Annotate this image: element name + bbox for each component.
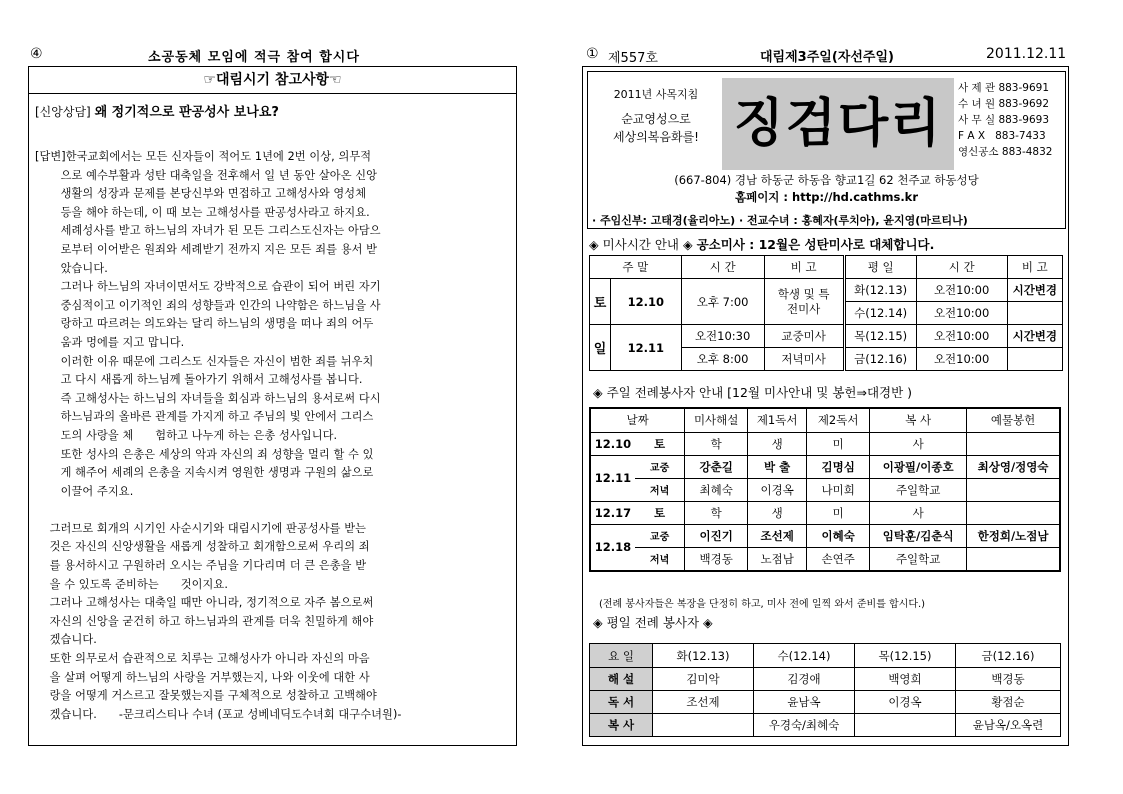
- server-cell: 주일학교: [870, 478, 967, 501]
- answer-line: 또한 성사의 은총은 세상의 악과 자신의 죄 성향을 멀리 할 수 있: [35, 447, 374, 461]
- server-date: 12.18: [590, 524, 635, 571]
- server-date: 12.17: [590, 501, 635, 524]
- server-cell: 강춘길: [685, 455, 748, 478]
- answer-line: 고 다시 새롭게 하느님께 돌아가기 위해서 고해성사를 봅니다.: [35, 373, 363, 387]
- answer-line: 랑을 어떻게 거스르고 잘못했는지를 구체적으로 성찰하고 고백해야: [35, 689, 377, 703]
- right-page-number: ①: [586, 46, 599, 62]
- weekday-cell: [855, 714, 956, 737]
- sun-time-1: 오전10:30: [681, 325, 764, 348]
- mass-section-title: [589, 235, 934, 253]
- issue-date: 2011.12.11: [986, 46, 1067, 62]
- pastoral-line-2: 세상의복음화를!: [613, 130, 699, 144]
- servers-header: 미사해설: [685, 408, 748, 432]
- sat-date: 12.10: [611, 279, 682, 325]
- weekday-header: 화(12.13): [653, 644, 754, 668]
- mass-schedule-table: [589, 255, 1063, 371]
- mass-header: 주 말: [590, 256, 682, 279]
- server-cell: 주일학교: [870, 547, 967, 571]
- weekday-cell: [653, 714, 754, 737]
- server-cell: 학: [685, 432, 748, 455]
- server-cell: 사: [870, 501, 967, 524]
- sun-note-2: 저녁미사: [764, 348, 844, 371]
- question-tag: [신앙상담]: [35, 105, 91, 119]
- weekday-cell: 이경옥: [855, 691, 956, 714]
- servers-note: (전례 봉사자들은 복장을 단정히 하고, 미사 전에 일찍 와서 준비를 합시다.): [599, 599, 926, 610]
- weekday-day: 수(12.14): [844, 302, 916, 325]
- mass-title: ◈ 미사시간 안내 ◈: [589, 237, 693, 252]
- mass-header: 평 일: [844, 256, 916, 279]
- server-cell: 이진기: [685, 524, 748, 547]
- contact-line: 사 제 관 883-9691: [958, 82, 1049, 94]
- answer-line: 게 해주어 세례의 은총을 지속시켜 영원한 생명과 구원의 삶으로: [35, 466, 374, 480]
- mass-type: 교중: [635, 455, 685, 478]
- answer-line: [답변]한국교회에서는 모든 신자들이 적어도 1년에 2번 이상, 의무적: [35, 150, 372, 163]
- server-cell: 박 출: [748, 455, 807, 478]
- server-cell: 손연주: [807, 547, 870, 571]
- servers-header: 제1독서: [748, 408, 807, 432]
- answer-line: 생활의 성장과 문제를 본당신부와 면접하고 고해성사와 영성체: [35, 187, 367, 201]
- logo-panel: [722, 78, 954, 170]
- mass-type: 저녁: [635, 547, 685, 571]
- weekday-cell: 백경동: [956, 668, 1061, 691]
- answer-line: 것은 자신의 신앙생활을 새롭게 성찰하고 회개함으로써 우리의 죄: [35, 540, 370, 554]
- servers-header: 복 사: [870, 408, 967, 432]
- sun-label: 일: [590, 325, 611, 371]
- answer-line: 즉 고해성사는 하느님의 자녀들을 회심과 하느님의 용서로써 다시: [35, 391, 381, 405]
- contact-line: 수 녀 원 883-9692: [958, 98, 1049, 110]
- sat-time: 오후 7:00: [681, 279, 764, 325]
- server-day: 토: [635, 501, 685, 524]
- server-cell: 사: [870, 432, 967, 455]
- sun-date: 12.11: [611, 325, 682, 371]
- weekday-section-title: ◈ 평일 전례 봉사자 ◈: [593, 615, 713, 630]
- sat-label: 토: [590, 279, 611, 325]
- server-cell: 나미희: [807, 478, 870, 501]
- answer-line: 을 수 있도록 준비하는 것이지요.: [35, 577, 228, 591]
- answer-line: 그러나 하느님의 자녀이면서도 강박적으로 습관이 되어 버린 자기: [35, 280, 381, 294]
- mass-header: 시 간: [681, 256, 764, 279]
- server-cell: 최상영/정영숙: [967, 455, 1060, 478]
- weekday-note: [1007, 348, 1062, 371]
- server-cell: 최혜숙: [685, 478, 748, 501]
- answer-line: 을 살펴 어떻게 하느님의 사랑을 거부했는지, 나와 이웃에 대한 사: [35, 670, 370, 684]
- sunday-servers-table: [589, 407, 1061, 572]
- weekday-role: 독 서: [590, 691, 653, 714]
- answer-line: 으로 예수부활과 성탄 대축일을 전후해서 일 년 동안 살아온 신앙: [35, 168, 378, 182]
- article-title: ☞대림시기 참고사항☜: [29, 67, 516, 94]
- answer-line: 중심적이고 이기적인 죄의 성향들과 인간의 나약함은 하느님을 사: [35, 298, 381, 312]
- server-cell: 김명심: [807, 455, 870, 478]
- issue-number: 제557호: [608, 51, 658, 66]
- server-cell: 미: [807, 501, 870, 524]
- weekday-role: 복 사: [590, 714, 653, 737]
- mass-header: 시 간: [916, 256, 1007, 279]
- server-cell: 생: [748, 501, 807, 524]
- mass-type: 저녁: [635, 478, 685, 501]
- left-page-number: ④: [30, 46, 43, 62]
- mass-header: 비 고: [764, 256, 844, 279]
- answer-line: 세례성사를 받고 하느님의 자녀가 된 모든 그리스도신자는 아담으: [35, 224, 381, 238]
- server-cell: 임탁훈/김춘식: [870, 524, 967, 547]
- weekday-cell: 윤남옥: [754, 691, 855, 714]
- contact-list: [958, 80, 1052, 160]
- question-line: [35, 101, 279, 120]
- mass-header: 비 고: [1007, 256, 1062, 279]
- answer-line: 이끌어 주지요.: [35, 484, 134, 498]
- answer-line: 를 용서하시고 구원하러 오시는 주님을 기다리며 더 큰 은총을 받: [35, 559, 367, 573]
- answer-line: 겠습니다. -문크리스티나 수녀 (포교 성베네딕도수녀회 대구수녀원)-: [35, 707, 402, 721]
- contact-line: 사 무 실 883-9693: [958, 114, 1049, 126]
- weekday-time: 오전10:00: [916, 279, 1007, 302]
- address-block: [588, 172, 1065, 206]
- server-cell: [967, 432, 1060, 455]
- sun-time-2: 오후 8:00: [681, 348, 764, 371]
- answer-line: 았습니다.: [35, 261, 108, 275]
- left-slogan: 소공동체 모임에 적극 참여 합시다: [148, 50, 360, 65]
- server-cell: 노점남: [748, 547, 807, 571]
- answer-line: 로부터 이어받은 원죄와 세례받기 전까지 지은 모든 죄를 용서 받: [35, 242, 378, 256]
- answer-line: 그러므로 회개의 시기인 사순시기와 대림시기에 판공성사를 받는: [35, 521, 367, 535]
- weekday-cell: 김경애: [754, 668, 855, 691]
- sun-note-1: 교중미사: [764, 325, 844, 348]
- answer-line: 움과 멍에를 지고 맙니다.: [35, 335, 185, 349]
- weekday-time: 오전10:00: [916, 302, 1007, 325]
- pastoral-year: 2011년 사목지침: [613, 88, 699, 101]
- masthead: [587, 71, 1066, 229]
- weekday-note: 시간변경: [1007, 279, 1062, 302]
- weekday-day: 목(12.15): [844, 325, 916, 348]
- weekday-cell: 윤남옥/오옥련: [956, 714, 1061, 737]
- mass-type: 교중: [635, 524, 685, 547]
- contact-line: 영신공소 883-4832: [958, 146, 1053, 158]
- server-cell: 생: [748, 432, 807, 455]
- address: (667-804) 경남 하동군 하동읍 향교1길 62 천주교 하동성당: [674, 173, 979, 187]
- bulletin-box: [582, 66, 1069, 746]
- weekday-day: 금(12.16): [844, 348, 916, 371]
- server-cell: [967, 547, 1060, 571]
- weekday-cell: 황점순: [956, 691, 1061, 714]
- weekday-time: 오전10:00: [916, 325, 1007, 348]
- server-date: 12.10: [590, 432, 635, 455]
- answer-line: 또한 의무로서 습관적으로 치루는 고해성사가 아니라 자신의 마음: [35, 652, 370, 666]
- answer-line: 랑하고 따르려는 의도와는 달리 하느님의 생명을 떠나 죄의 어두: [35, 317, 374, 331]
- sat-note: 학생 및 특전미사: [764, 279, 844, 325]
- answer-line: 그러나 고해성사는 대축일 때만 아니라, 정기적으로 자주 봄으로써: [35, 596, 374, 610]
- server-cell: 이경옥: [748, 478, 807, 501]
- servers-header: 날짜: [590, 408, 685, 432]
- weekday-cell: 조선제: [653, 691, 754, 714]
- homepage: 홈페이지 : http://hd.cathms.kr: [734, 190, 919, 204]
- weekday-cell: 백영희: [855, 668, 956, 691]
- server-cell: [967, 478, 1060, 501]
- bulletin-logo: 징검다리: [733, 93, 943, 154]
- answer-line: 겠습니다.: [35, 633, 97, 647]
- server-cell: 이광필/이종호: [870, 455, 967, 478]
- weekday-header: 금(12.16): [956, 644, 1061, 668]
- server-cell: 이혜숙: [807, 524, 870, 547]
- service-section-title: ◈ 주일 전례봉사자 안내 [12월 미사안내 및 봉헌⇒대경반 ): [593, 385, 913, 400]
- weekday-role: 해 설: [590, 668, 653, 691]
- answer-body: [35, 148, 402, 724]
- mass-note: 공소미사 : 12월은 성탄미사로 대체합니다.: [696, 237, 935, 252]
- liturgical-sunday: 대림제3주일(자선주일): [760, 50, 894, 65]
- staff-line: · 주임신부: 고태경(율리아노) · 전교수녀 : 홍혜자(루치아), 윤지영(마르티나): [592, 214, 968, 227]
- weekday-header: 요 일: [590, 644, 653, 668]
- weekday-header: 수(12.14): [754, 644, 855, 668]
- answer-line: 자신의 신앙을 굳건히 하고 하느님과의 관계를 더욱 친밀하게 해야: [35, 614, 374, 628]
- server-day: 토: [635, 432, 685, 455]
- server-cell: 미: [807, 432, 870, 455]
- weekday-servers-table: [589, 643, 1061, 737]
- pastoral-guideline: [596, 82, 716, 168]
- weekday-time: 오전10:00: [916, 348, 1007, 371]
- server-date: 12.11: [590, 455, 635, 501]
- answer-line: 이러한 이유 때문에 그리스도 신자들은 자신이 범한 죄를 뉘우치: [35, 354, 374, 368]
- server-cell: 조선제: [748, 524, 807, 547]
- pastoral-line-1: 순교영성으로: [621, 112, 691, 126]
- weekday-day: 화(12.13): [844, 279, 916, 302]
- weekday-cell: 김미악: [653, 668, 754, 691]
- article-box: [28, 66, 517, 746]
- weekday-cell: 우경숙/최혜숙: [754, 714, 855, 737]
- weekday-note: 시간변경: [1007, 325, 1062, 348]
- contact-line: F A X 883-7433: [958, 130, 1046, 142]
- servers-header: 제2독서: [807, 408, 870, 432]
- answer-line: [35, 501, 402, 520]
- servers-header: 예물봉헌: [967, 408, 1060, 432]
- server-cell: 학: [685, 501, 748, 524]
- answer-line: 등을 해야 하는데, 이 때 보는 고해성사를 판공성사라고 하지요.: [35, 205, 370, 219]
- answer-line: 도의 사랑을 체 험하고 나누게 하는 은총 성사입니다.: [35, 428, 338, 442]
- server-cell: 백경동: [685, 547, 748, 571]
- answer-line: 하느님과의 올바른 관계를 가지게 하고 주님의 빛 안에서 그리스: [35, 410, 374, 424]
- server-cell: [967, 501, 1060, 524]
- weekday-note: [1007, 302, 1062, 325]
- question-text: 왜 정기적으로 판공성사 보나요?: [94, 105, 279, 120]
- weekday-header: 목(12.15): [855, 644, 956, 668]
- server-cell: 한정희/노점남: [967, 524, 1060, 547]
